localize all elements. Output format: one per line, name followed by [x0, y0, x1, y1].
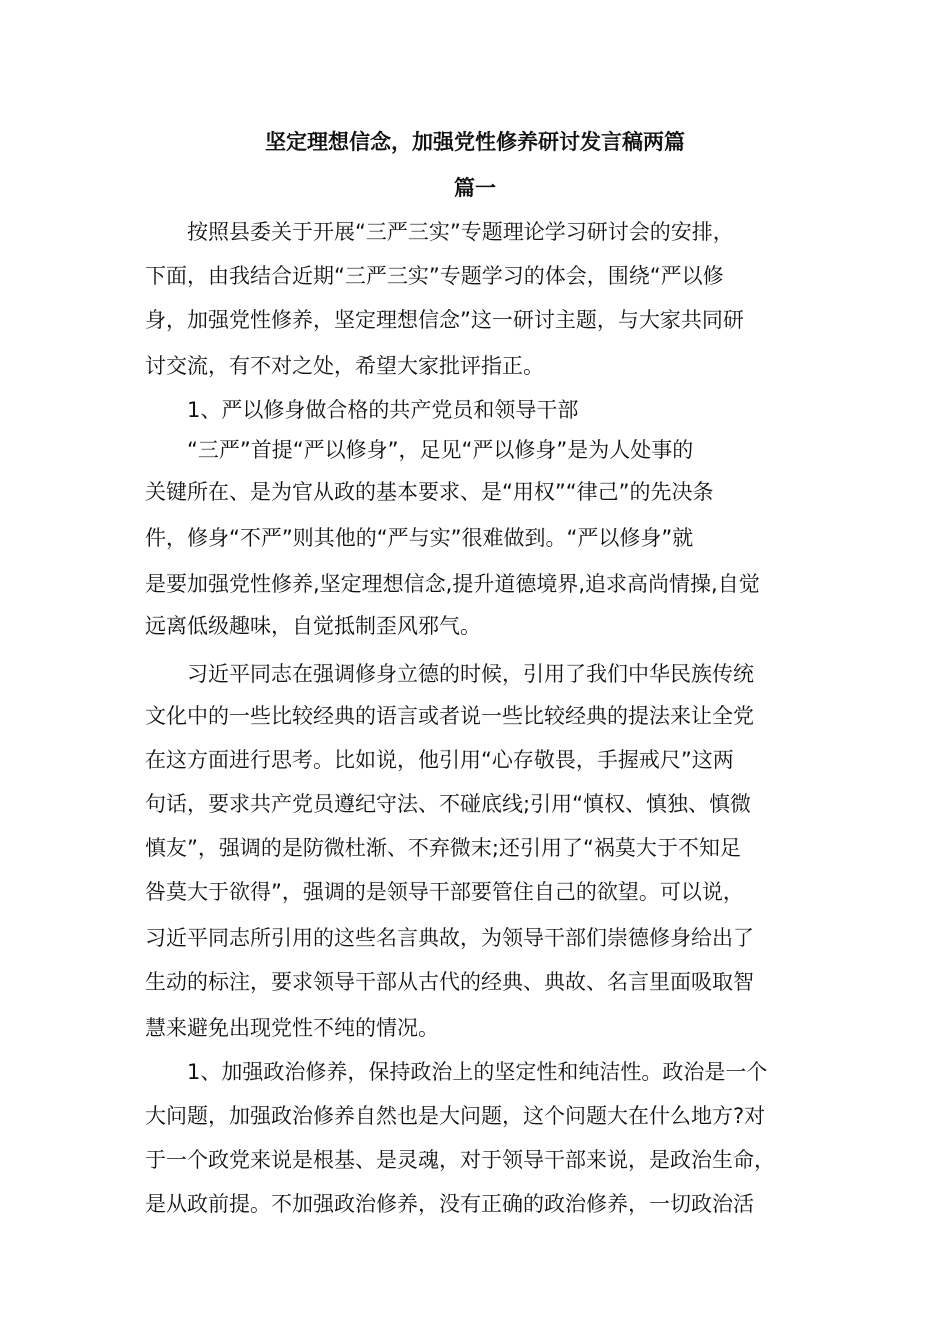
paragraph-line: 按照县委关于开展“三严三实”专题理论学习研讨会的安排，: [145, 220, 734, 244]
document-title: 坚定理想信念，加强党性修养研讨发言稿两篇: [265, 130, 685, 154]
paragraph-line: 1、加强政治修养，保持政治上的坚定性和纯洁性。政治是一个: [145, 1060, 768, 1084]
paragraph-line: 慧来避免出现党性不纯的情况。: [145, 1016, 439, 1040]
paragraph-line: 是要加强党性修养,坚定理想信念,提升道德境界,追求高尚情操,自觉: [145, 572, 760, 596]
paragraph-line: 文化中的一些比较经典的语言或者说一些比较经典的提法来让全党: [145, 704, 754, 728]
paragraph-line: 下面，由我结合近期“三严三实”专题学习的体会，围绕“严以修: [145, 264, 724, 288]
paragraph-line: 身，加强党性修养，坚定理想信念”这一研讨主题，与大家共同研: [145, 308, 744, 332]
paragraph-line: 于一个政党来说是根基、是灵魂，对于领导干部来说，是政治生命，: [145, 1148, 775, 1172]
paragraph-line: 是从政前提。不加强政治修养，没有正确的政治修养，一切政治活: [145, 1192, 754, 1216]
paragraph-line: 咎莫大于欲得”，强调的是领导干部要管住自己的欲望。可以说，: [145, 880, 744, 904]
paragraph-line: 讨交流，有不对之处，希望大家批评指正。: [145, 354, 544, 378]
document-subtitle: 篇一: [454, 176, 496, 200]
paragraph-line: 句话，要求共产党员遵纪守法、不碰底线;引用“慎权、慎独、慎微: [145, 792, 751, 816]
paragraph-line: 在这方面进行思考。比如说，他引用“心存敬畏，手握戒尺”这两: [145, 748, 734, 772]
paragraph-line: 件，修身“不严”则其他的“严与实”很难做到。“严以修身”就: [145, 526, 694, 550]
paragraph-line: 1、严以修身做合格的共产党员和领导干部: [145, 398, 579, 422]
paragraph-line: 习近平同志所引用的这些名言典故，为领导干部们崇德修身给出了: [145, 926, 754, 950]
paragraph-line: “三严”首提“严以修身”，足见“严以修身”是为人处事的: [145, 438, 694, 462]
paragraph-line: 远离低级趣味，自觉抵制歪风邪气。: [145, 614, 481, 638]
paragraph-line: 关键所在、是为官从政的基本要求、是“用权”“律己”的先决条: [145, 480, 714, 504]
paragraph-line: 慎友”，强调的是防微杜渐、不弃微末;还引用了“祸莫大于不知足: [145, 836, 741, 860]
paragraph-line: 习近平同志在强调修身立德的时候，引用了我们中华民族传统: [145, 662, 754, 686]
paragraph-line: 大问题，加强政治修养自然也是大问题，这个问题大在什么地方?对: [145, 1104, 766, 1128]
paragraph-line: 生动的标注，要求领导干部从古代的经典、典故、名言里面吸取智: [145, 970, 754, 994]
